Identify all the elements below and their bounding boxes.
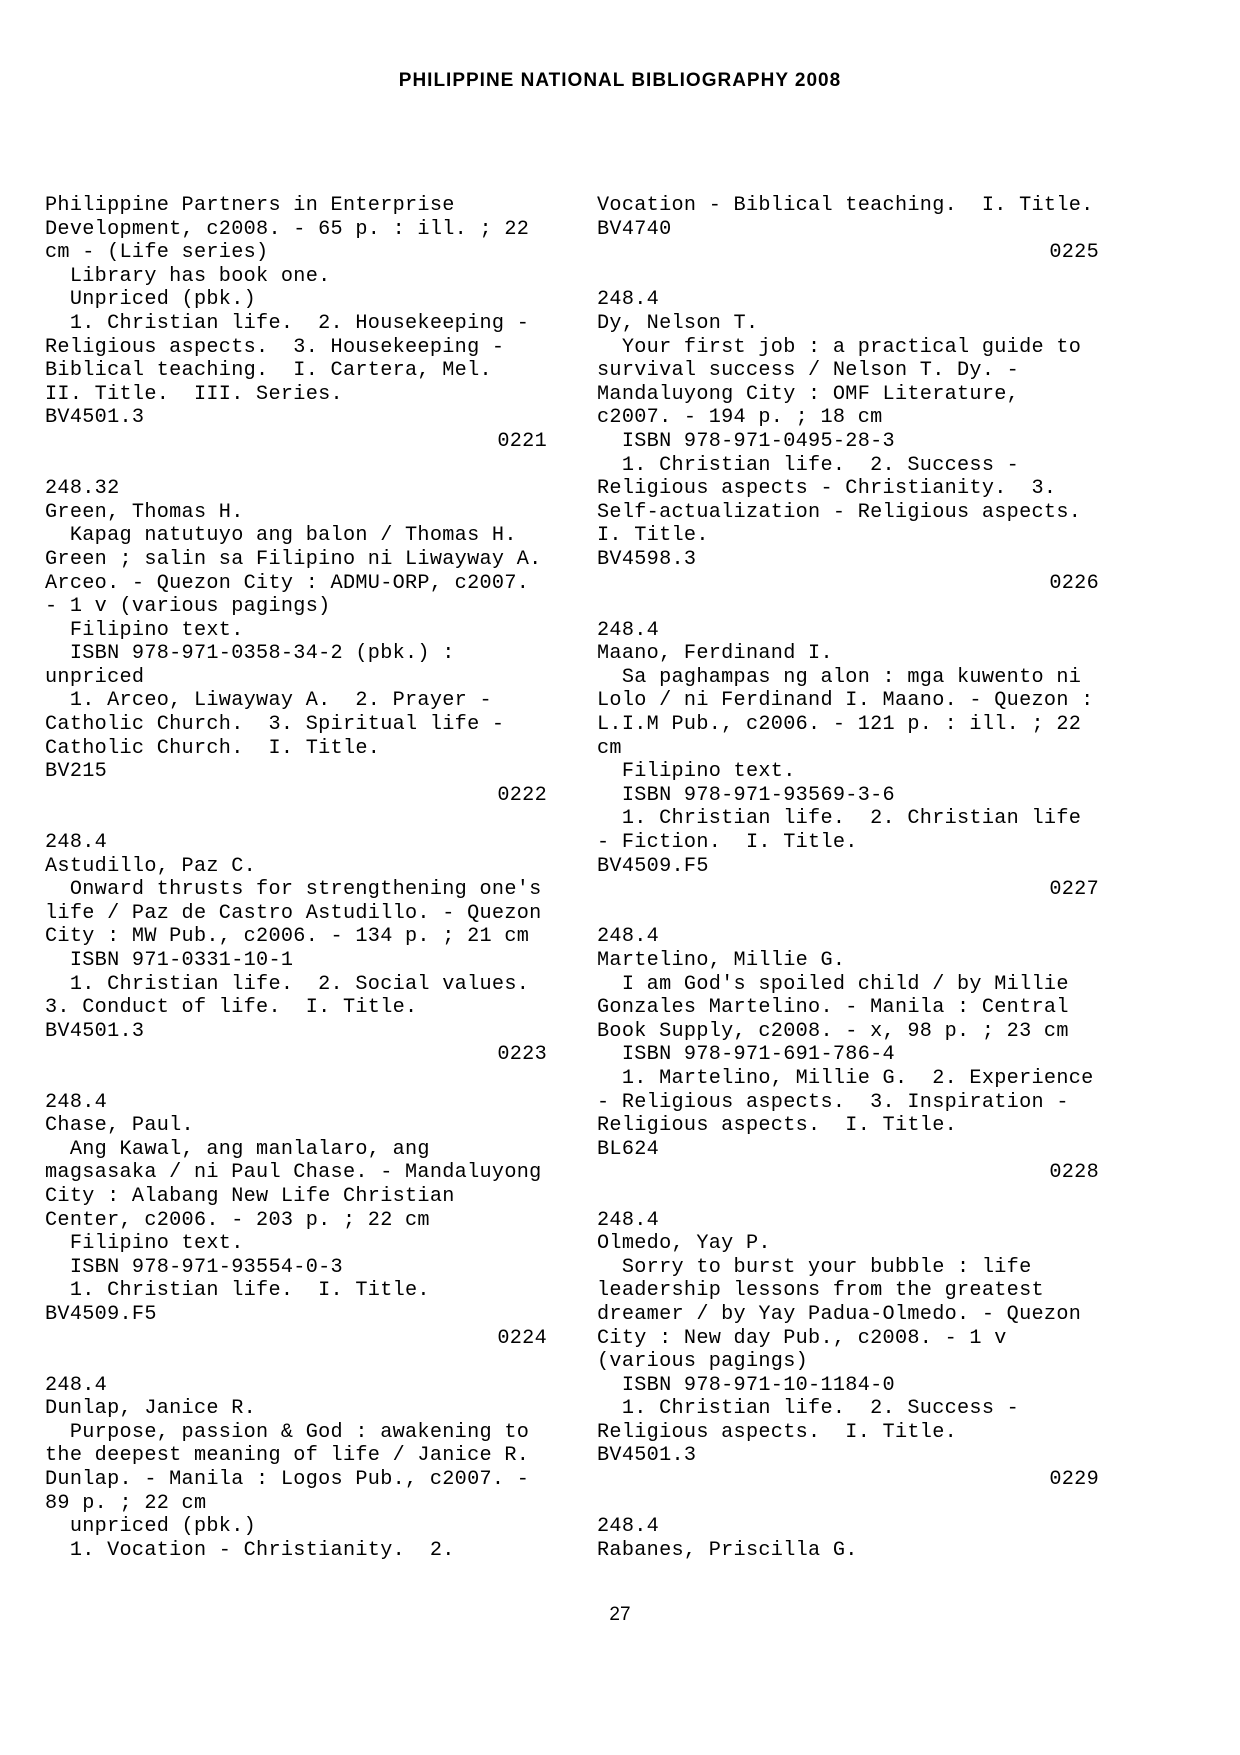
record-line: 3. Conduct of life. I. Title.: [45, 996, 418, 1020]
record-line: Mandaluyong City : OMF Literature,: [597, 382, 1020, 406]
record-line: Arceo. - Quezon City : ADMU-ORP, c2007.: [45, 571, 530, 595]
entry-number: 0229: [1049, 1468, 1099, 1492]
record-line: 248.4: [45, 831, 108, 855]
record-line: BV4501.3: [597, 1444, 697, 1468]
record-line: City : New day Pub., c2008. - 1 v: [597, 1326, 1007, 1350]
record-line: BV4509.F5: [45, 1302, 157, 1326]
record-line: Dunlap. - Manila : Logos Pub., c2007. -: [45, 1468, 530, 1492]
record-line: magsasaka / ni Paul Chase. - Mandaluyong: [45, 1161, 542, 1185]
entry-number: 0227: [1049, 878, 1099, 902]
record-line: Green, Thomas H.: [45, 500, 244, 524]
record-line: survival success / Nelson T. Dy. -: [597, 359, 1020, 383]
record-line: unpriced (pbk.): [45, 1515, 257, 1539]
record-line: (various pagings): [597, 1350, 809, 1374]
record-line: ISBN 978-971-10-1184-0: [597, 1373, 895, 1397]
record-line: Religious aspects. I. Title.: [597, 1114, 958, 1138]
blank-line: [45, 1067, 547, 1091]
record-line: dreamer / by Yay Padua-Olmedo. - Quezon: [597, 1302, 1082, 1326]
record-line: 248.4: [597, 1515, 660, 1539]
record-line: cm: [597, 736, 622, 760]
record-line: 248.4: [45, 1090, 108, 1114]
blank-line: [597, 595, 1099, 619]
record-line: ISBN 978-971-691-786-4: [597, 1043, 895, 1067]
record-line: Philippine Partners in Enterprise: [45, 194, 455, 217]
record-line: Your first job : a practical guide to: [597, 335, 1082, 359]
entry-number: 0225: [1049, 241, 1099, 265]
record-line: II. Title. III. Series.: [45, 382, 343, 406]
record-line: life / Paz de Castro Astudillo. - Quezon: [45, 901, 542, 925]
record-line: 248.4: [45, 1373, 108, 1397]
record-line: Filipino text.: [45, 1232, 244, 1256]
record-line: Religious aspects - Christianity. 3.: [597, 477, 1057, 501]
entry-number: 0224: [497, 1326, 547, 1350]
record-line: BV4501.3: [45, 406, 145, 430]
record-line: I am God's spoiled child / by Millie: [597, 972, 1069, 996]
record-line: Martelino, Millie G.: [597, 949, 846, 972]
record-line: Kapag natutuyo ang balon / Thomas H.: [45, 524, 517, 548]
record-line: BV4501.3: [45, 1019, 145, 1043]
record-line: Dy, Nelson T.: [597, 311, 759, 335]
record-line: 248.4: [597, 925, 660, 949]
record-line: BV215: [45, 760, 108, 784]
record-line: Lolo / ni Ferdinand I. Maano. - Quezon :: [597, 689, 1094, 713]
blank-line: [45, 807, 547, 831]
record-line: Catholic Church. 3. Spiritual life -: [45, 713, 505, 737]
blank-line: [597, 1492, 1099, 1516]
record-line: Religious aspects. I. Title.: [597, 1420, 958, 1444]
right-column: [597, 194, 1099, 1562]
record-line: BL624: [597, 1137, 660, 1161]
record-line: Catholic Church. I. Title.: [45, 736, 381, 760]
entry-number: 0226: [1049, 571, 1099, 595]
record-line: 1. Christian life. 2. Christian life: [597, 807, 1082, 831]
record-line: Astudillo, Paz C.: [45, 854, 257, 878]
record-line: 89 p. ; 22 cm: [45, 1491, 207, 1515]
entry-number: 0228: [1049, 1161, 1099, 1185]
record-line: Gonzales Martelino. - Manila : Central: [597, 996, 1069, 1020]
record-line: BV4509.F5: [597, 854, 709, 878]
record-line: 1. Christian life. 2. Success -: [597, 1397, 1020, 1421]
record-line: cm - (Life series): [45, 241, 269, 265]
record-line: Biblical teaching. I. Cartera, Mel.: [45, 359, 492, 383]
record-line: 1. Arceo, Liwayway A. 2. Prayer -: [45, 689, 492, 713]
record-line: Self-actualization - Religious aspects.: [597, 500, 1082, 524]
record-line: Vocation - Biblical teaching. I. Title.: [597, 194, 1094, 217]
record-line: 1. Christian life. 2. Success -: [597, 453, 1020, 477]
record-line: ISBN 971-0331-10-1: [45, 949, 294, 972]
record-line: Chase, Paul.: [45, 1114, 194, 1138]
record-line: ISBN 978-971-93554-0-3: [45, 1255, 343, 1279]
record-line: Green ; salin sa Filipino ni Liwayway A.: [45, 547, 542, 571]
record-line: City : Alabang New Life Christian: [45, 1184, 455, 1208]
record-line: 1. Christian life. 2. Social values.: [45, 972, 530, 996]
record-line: 1. Vocation - Christianity. 2.: [45, 1538, 455, 1562]
record-line: Purpose, passion & God : awakening to: [45, 1420, 530, 1444]
record-line: ISBN 978-971-93569-3-6: [597, 783, 895, 807]
page-title: PHILIPPINE NATIONAL BIBLIOGRAPHY 2008: [398, 70, 842, 91]
record-line: ISBN 978-971-0495-28-3: [597, 429, 895, 453]
record-line: Library has book one.: [45, 264, 331, 288]
record-line: Religious aspects. 3. Housekeeping -: [45, 335, 505, 359]
record-line: Dunlap, Janice R.: [45, 1397, 257, 1421]
record-line: 248.32: [45, 477, 120, 501]
record-line: leadership lessons from the greatest: [597, 1279, 1044, 1303]
record-line: 1. Martelino, Millie G. 2. Experience: [597, 1066, 1094, 1090]
record-line: - 1 v (various pagings): [45, 595, 331, 619]
left-column: [45, 194, 547, 1562]
record-line: the deepest meaning of life / Janice R.: [45, 1444, 530, 1468]
blank-line: [597, 1185, 1099, 1209]
entry-number: 0222: [497, 783, 547, 807]
record-line: BV4598.3: [597, 547, 697, 571]
blank-line: [597, 265, 1099, 289]
record-line: Maano, Ferdinand I.: [597, 642, 833, 666]
record-line: L.I.M Pub., c2006. - 121 p. : ill. ; 22: [597, 713, 1082, 737]
record-line: unpriced: [45, 665, 145, 689]
blank-line: [597, 902, 1099, 926]
record-line: Center, c2006. - 203 p. ; 22 cm: [45, 1208, 430, 1232]
record-line: Rabanes, Priscilla G.: [597, 1538, 858, 1562]
record-line: 1. Christian life. 2. Housekeeping -: [45, 311, 530, 335]
blank-line: [45, 1350, 547, 1374]
record-line: Development, c2008. - 65 p. : ill. ; 22: [45, 217, 530, 241]
record-line: Unpriced (pbk.): [45, 288, 257, 312]
record-line: Olmedo, Yay P.: [597, 1232, 771, 1256]
record-line: City : MW Pub., c2006. - 134 p. ; 21 cm: [45, 925, 530, 949]
page-number: 27: [609, 1604, 631, 1625]
record-line: Book Supply, c2008. - x, 98 p. ; 23 cm: [597, 1019, 1069, 1043]
blank-line: [45, 454, 547, 478]
record-line: 248.4: [597, 288, 660, 312]
record-line: - Fiction. I. Title.: [597, 831, 858, 855]
record-line: Ang Kawal, ang manlalaro, ang: [45, 1137, 430, 1161]
record-line: Filipino text.: [45, 618, 244, 642]
record-line: - Religious aspects. 3. Inspiration -: [597, 1090, 1069, 1114]
record-line: Filipino text.: [597, 760, 796, 784]
entry-number: 0221: [497, 429, 547, 453]
record-line: c2007. - 194 p. ; 18 cm: [597, 406, 883, 430]
record-line: Onward thrusts for strengthening one's: [45, 878, 542, 902]
record-line: I. Title.: [597, 524, 709, 548]
record-line: ISBN 978-971-0358-34-2 (pbk.) :: [45, 642, 455, 666]
record-line: 1. Christian life. I. Title.: [45, 1279, 430, 1303]
record-line: BV4740: [597, 217, 672, 241]
record-line: Sa paghampas ng alon : mga kuwento ni: [597, 665, 1082, 689]
entry-number: 0223: [497, 1043, 547, 1067]
record-line: Sorry to burst your bubble : life: [597, 1255, 1032, 1279]
record-line: 248.4: [597, 1208, 660, 1232]
record-line: 248.4: [597, 618, 660, 642]
